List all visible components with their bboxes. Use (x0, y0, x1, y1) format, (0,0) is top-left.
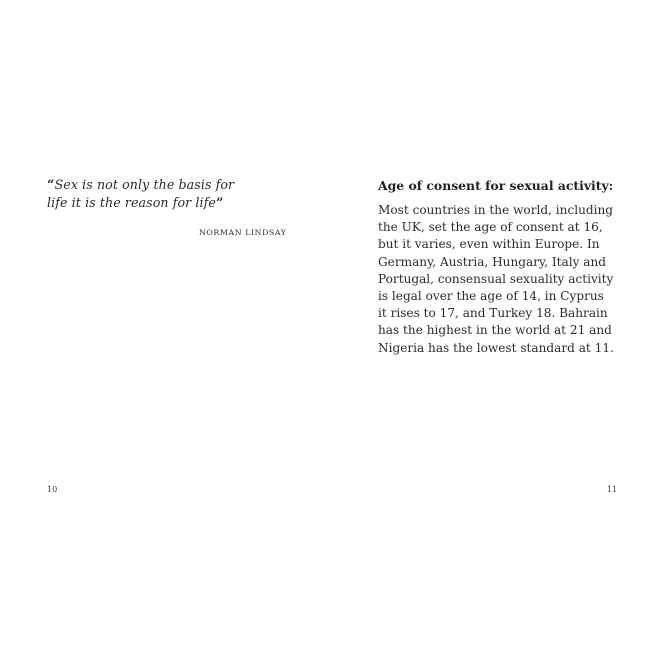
section-heading: Age of consent for sexual activity: (378, 178, 614, 193)
body-line: is legal over the age of 14, in Cyprus (378, 289, 604, 304)
body-line: has the highest in the world at 21 and (378, 323, 612, 338)
open-quote-mark: “ (47, 178, 55, 193)
body-line: Portugal, consensual sexuality activity (378, 271, 614, 286)
body-line: Most countries in the world, including (378, 203, 614, 217)
quote-attribution: NORMAN LINDSAY (199, 228, 287, 237)
quote-line-2: life it is the reason for life (47, 195, 216, 210)
right-page (331, 0, 662, 662)
body-paragraph (378, 202, 618, 357)
quote-line-1: Sex is not only the basis for (54, 177, 235, 192)
page-number-right: 11 (607, 485, 618, 494)
pull-quote (47, 176, 267, 212)
page-number-left: 10 (47, 485, 58, 494)
body-line: but it varies, even within Europe. In (378, 237, 600, 252)
body-line: Nigeria has the lowest standard at 11. (378, 340, 614, 355)
close-quote-mark: ” (215, 196, 224, 211)
body-line: the UK, set the age of consent at 16, (378, 220, 603, 235)
body-line: Germany, Austria, Hungary, Italy and (378, 254, 607, 269)
body-line: it rises to 17, and Turkey 18. Bahrain (378, 306, 608, 321)
